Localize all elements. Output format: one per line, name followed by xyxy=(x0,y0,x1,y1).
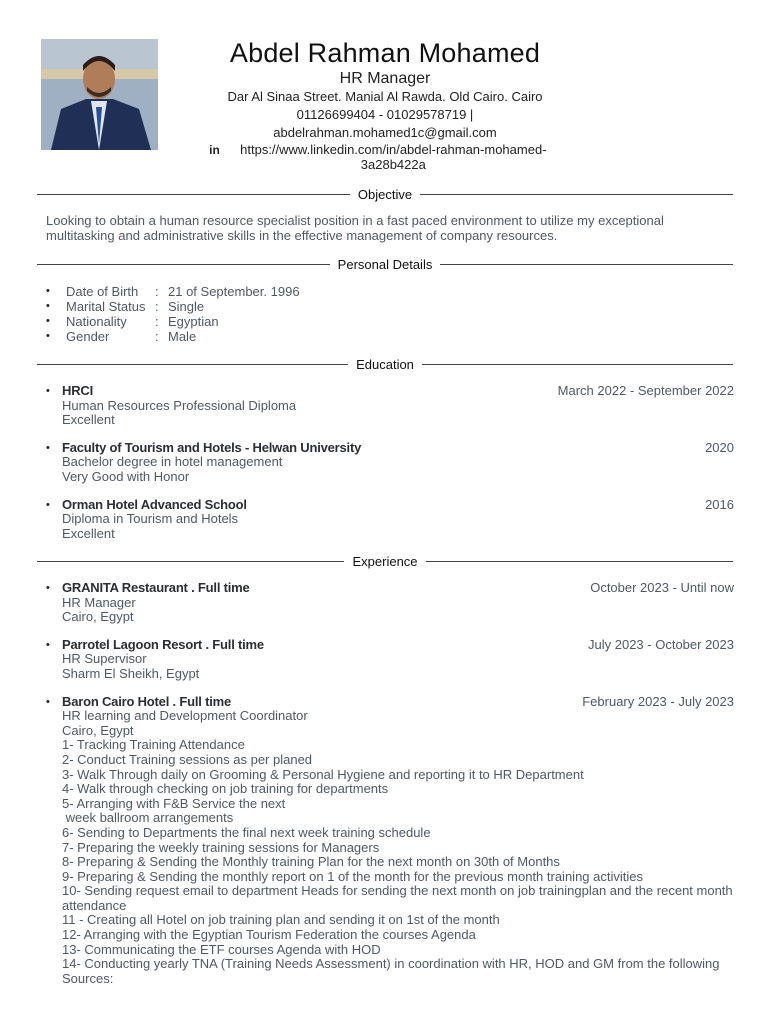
section-title: Personal Details xyxy=(337,256,433,272)
entry-line: 4- Walk through checking on job training for departments xyxy=(62,781,389,797)
entry-line: Cairo, Egypt xyxy=(62,609,134,625)
section-objective xyxy=(37,186,733,202)
detail-label: • Nationality xyxy=(66,314,127,329)
entry-line: 7- Preparing the weekly training sessions for Managers xyxy=(62,839,380,855)
education-item xyxy=(46,441,734,485)
entry-line: Human Resources Professional Diploma xyxy=(62,397,297,413)
linkedin-row xyxy=(165,142,605,172)
resume-header xyxy=(165,36,605,172)
entry-line: 3- Walk Through daily on Grooming & Personal Hygiene and reporting it to HR Department xyxy=(62,766,584,782)
entry-title: • GRANITA Restaurant . Full time xyxy=(62,580,250,595)
candidate-name: Abdel Rahman Mohamed xyxy=(229,38,541,68)
entry-date: 2016 xyxy=(705,496,734,512)
entry-line: Diploma in Tourism and Hotels xyxy=(62,511,239,527)
entry-line: Cairo, Egypt xyxy=(62,722,134,738)
linkedin-icon: in xyxy=(209,143,220,157)
experience-item xyxy=(46,638,734,682)
entry-line: Bachelor degree in hotel management xyxy=(62,454,283,470)
entry-line: 10- Sending request email to department Heads for sending the next month on job trainingplan and the recent month attendance xyxy=(62,883,733,913)
entry-line: 9- Preparing & Sending the monthly report on 1 of the month for the previous month training activities xyxy=(62,868,643,884)
entry-line: 14- Conducting yearly TNA (Training Needs Assessment) in coordination with HR, HOD and GM from the following Sources: xyxy=(62,956,720,986)
detail-value: 21 of September. 1996 xyxy=(168,284,300,299)
personal-detail-item xyxy=(46,299,300,314)
entry-line: 12- Arranging with the Egyptian Tourism Federation the courses Agenda xyxy=(62,927,476,943)
personal-details-list xyxy=(46,284,300,344)
entry-line: Sharm El Sheikh, Egypt xyxy=(62,665,200,681)
detail-label: • Marital Status xyxy=(66,299,146,314)
entry-date: October 2023 - Until now xyxy=(590,580,734,595)
entry-title: • Orman Hotel Advanced School xyxy=(62,496,247,512)
section-education xyxy=(37,356,733,372)
entry-line: Very Good with Honor xyxy=(62,468,190,484)
experience-list xyxy=(46,581,734,999)
education-item xyxy=(46,498,734,542)
entry-title: • Faculty of Tourism and Hotels - Helwan University xyxy=(62,439,362,455)
personal-detail-item xyxy=(46,284,300,299)
candidate-role: HR Manager xyxy=(339,70,431,87)
address: Dar Al Sinaa Street. Manial Al Rawda. Old Cairo. Cairo xyxy=(227,89,543,104)
detail-colon: : xyxy=(155,314,159,329)
detail-value: Male xyxy=(168,329,197,344)
detail-colon: : xyxy=(155,284,159,299)
entry-date: February 2023 - July 2023 xyxy=(582,693,734,709)
section-title: Education xyxy=(356,356,414,372)
experience-item xyxy=(46,581,734,625)
entry-line: Excellent xyxy=(62,525,115,541)
detail-label: • Gender xyxy=(66,329,110,344)
entry-line: 5- Arranging with F&B Service the next xyxy=(62,795,286,811)
entry-line: 11 - Creating all Hotel on job training plan and sending it on 1st of the month xyxy=(62,912,500,928)
entry-date: July 2023 - October 2023 xyxy=(588,636,734,652)
section-personal-details xyxy=(37,256,733,272)
entry-line: 8- Preparing & Sending the Monthly training Plan for the next month on 30th of Months xyxy=(62,854,560,870)
personal-detail-item xyxy=(46,329,300,344)
entry-date: 2020 xyxy=(705,439,734,455)
education-list xyxy=(46,384,734,554)
detail-value: Egyptian xyxy=(168,314,219,329)
entry-line: HR Supervisor xyxy=(62,651,147,667)
detail-colon: : xyxy=(155,329,159,344)
email-link[interactable]: abdelrahman.mohamed1c@gmail.com xyxy=(273,125,497,140)
entry-line: HR Manager xyxy=(62,594,136,610)
detail-colon: : xyxy=(155,299,159,314)
personal-detail-item xyxy=(46,314,300,329)
entry-line: 13- Communicating the ETF courses Agenda with HOD xyxy=(62,941,381,957)
profile-photo xyxy=(41,39,158,150)
entry-line: 6- Sending to Departments the final next week training schedule xyxy=(62,824,431,840)
entry-title: • Parrotel Lagoon Resort . Full time xyxy=(62,636,264,652)
linkedin-link[interactable]: https://www.linkedin.com/in/abdel-rahman-mohamed-3a28b422a xyxy=(240,142,547,172)
entry-line: week ballroom arrangements xyxy=(62,810,234,826)
entry-title: • HRCI xyxy=(62,383,93,398)
detail-label: • Date of Birth xyxy=(66,284,139,299)
detail-value: Single xyxy=(168,299,205,314)
section-title: Objective xyxy=(357,186,413,202)
entry-line: Excellent xyxy=(62,412,115,428)
entry-title: • Baron Cairo Hotel . Full time xyxy=(62,693,231,709)
section-experience xyxy=(37,553,733,569)
education-item xyxy=(46,384,734,428)
entry-line: 1- Tracking Training Attendance xyxy=(62,737,245,753)
phone-numbers: 01126699404 - 01029578719 | xyxy=(296,107,474,122)
entry-line: HR learning and Development Coordinator xyxy=(62,708,308,724)
entry-line: 2- Conduct Training sessions as per planed xyxy=(62,751,313,767)
section-title: Experience xyxy=(352,553,418,569)
objective-text: Looking to obtain a human resource specialist position in a fast paced environment to utilize my exceptional multitasking and administrative skills in the effective management of company resources. xyxy=(46,213,664,243)
experience-item xyxy=(46,695,734,987)
entry-date: March 2022 - September 2022 xyxy=(557,383,734,398)
